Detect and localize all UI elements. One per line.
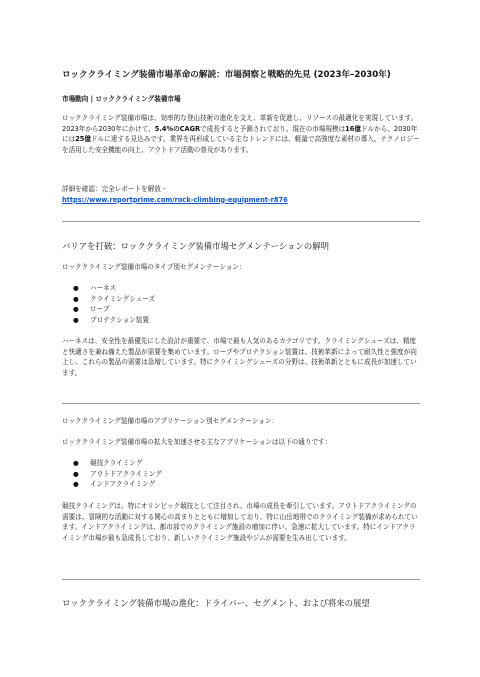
list-item: ● インドアクライミング <box>73 480 156 489</box>
bullet-icon: ● <box>73 469 79 478</box>
intro-size-now: 16億 <box>345 124 361 133</box>
section-divider-3 <box>62 579 420 580</box>
segmentation-heading: バリアを打破：ロッククライミング装備市場セグメンテーションの解明 <box>62 241 329 251</box>
report-link[interactable]: https://www.reportprime.com/rock-climbing-equipment-r876 <box>62 195 288 204</box>
list-item: ● アウトドアクライミング <box>73 469 162 478</box>
page-subtitle: 市場動向 | ロッククライミング装備市場 <box>62 95 181 103</box>
intro-text-2: で成長すると予測されており、現在の市場規模は <box>200 124 346 133</box>
bullet-icon: ● <box>73 294 79 303</box>
more-info-label: 詳細を確認：完全レポートを解放 - <box>62 185 166 193</box>
bullet-icon: ● <box>73 480 79 489</box>
more-info <box>62 184 288 205</box>
intro-text-1: ロッククライミング装備市場は、効率的な登山技術の進化を支え、革新を促進し、リソースの最適化を実現しています。2023年から2030年にかけて、 <box>62 114 418 133</box>
intro-cagr: 5.4%のCAGR <box>154 124 201 133</box>
list-item: ● ハーネス <box>73 284 117 292</box>
list-item: ● クライミングシューズ <box>73 294 156 303</box>
application-list <box>62 458 162 490</box>
application-intro: ロッククライミング装備市場の拡大を加速させる主なアプリケーションは以下の通りです： <box>62 438 332 446</box>
type-segmentation-label: ロッククライミング装備市場のタイプ別セグメンテーション： <box>62 263 246 271</box>
section-divider-2 <box>62 403 420 404</box>
type-list <box>62 283 155 325</box>
bullet-icon: ● <box>73 315 79 324</box>
list-item: ● ロープ <box>73 305 110 314</box>
application-paragraph: 競技クライミングは、特にオリンピック競技として注目され、市場の成長を牽引しています。アウトドアクライミングの需要は、冒険的な活動に対する関心の高まりとともに増加しており、特に山岳地帯でのクライミング装備が求められています。インドアクライミングは、都市部でのクライミング施設の増加に伴い、急速に拡大しています。特にインドアクライミング市場が最も急成長しており、新しいクライミング施設やジムが需要を生み出しています。 <box>62 502 418 542</box>
intro-paragraph <box>62 113 420 155</box>
evolution-heading: ロッククライミング装備市場の進化：ドライバー、セグメント、および将来の展望 <box>62 598 370 608</box>
page-title: ロッククライミング装備市場革命の解読：市場洞察と戦略的先見 (2023年–2030年) <box>62 70 391 80</box>
type-paragraph: ハーネスは、安全性を最優先にした設計が重要で、市場で最も人気のあるカテゴリです。クライミングシューズは、精度と快適さを兼ね備えた製品が需要を集めています。ロープやプロテクション装置は、技術革新によって耐久性と強度が向上し、これらの製品の需要は急増しています。特にクライミングシューズの分野は、技術革新とともに成長が加速しています。 <box>62 337 417 377</box>
list-item: ● プロテクション装置 <box>73 315 149 324</box>
bullet-icon: ● <box>73 459 79 467</box>
bullet-icon: ● <box>73 284 79 292</box>
list-item: ● 競技クライミング <box>73 459 143 467</box>
bullet-icon: ● <box>73 305 79 314</box>
section-divider-1 <box>62 221 420 222</box>
intro-size-2030: 25億 <box>75 135 91 144</box>
intro-text-3: ドルから、2030年には <box>62 124 418 144</box>
application-segmentation-label: ロッククライミング装備市場のアプリケーション別セグメンテーション： <box>62 417 279 425</box>
intro-text-4: ドルに達する見込みです。業界を再形成している主なトレンドには、軽量で高強度な素材の導入、テクノロジーを活用した安全機能の向上、アウトドア活動の普及があります。 <box>62 135 420 154</box>
